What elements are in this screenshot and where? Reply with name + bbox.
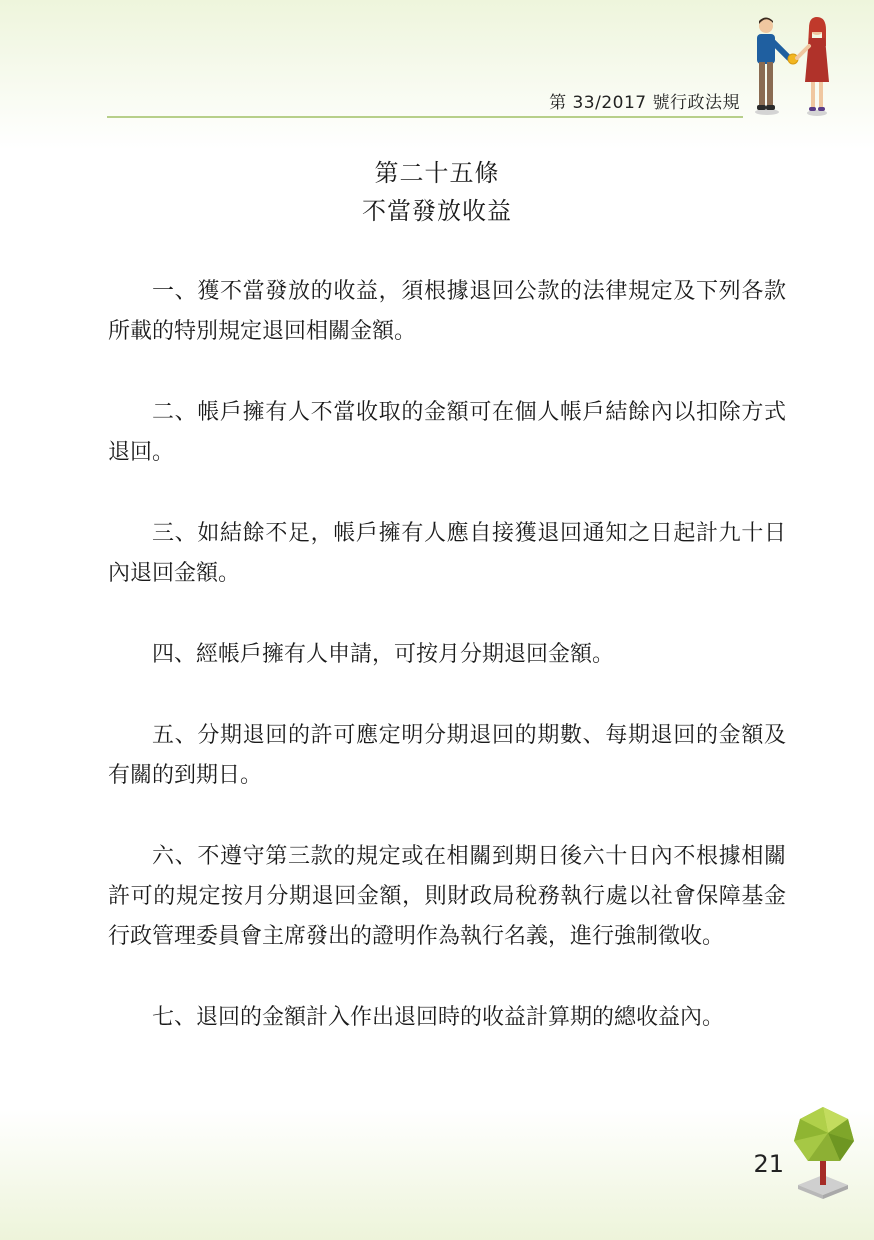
header-title: 第 33/2017 號行政法規 (549, 93, 740, 113)
two-people-coin-icon (745, 12, 845, 122)
paragraph-7: 七、退回的金額計入作出退回時的收益計算期的總收益內。 (152, 1005, 725, 1030)
article-title: 不當發放收益 (362, 197, 512, 225)
tree-icon (788, 1105, 858, 1200)
paragraph-2: 二、帳戶擁有人不當收取的金額可在個人帳戶結餘內以扣除方式退回。 (108, 400, 786, 465)
page-number: 21 (753, 1150, 784, 1178)
paragraph-6: 六、不遵守第三款的規定或在相關到期日後六十日內不根據相關許可的規定按月分期退回金額，則財政局稅務執行處以社會保障基金行政管理委員會主席發出的證明作為執行名義，進行強制徵收。 (108, 844, 786, 949)
header-divider (107, 116, 743, 118)
paragraph-3: 三、如結餘不足，帳戶擁有人應自接獲退回通知之日起計九十日內退回金額。 (108, 521, 786, 586)
paragraph-5: 五、分期退回的許可應定明分期退回的期數、每期退回的金額及有關的到期日。 (108, 723, 786, 788)
article-number: 第二十五條 (374, 159, 500, 187)
paragraph-1: 一、獲不當發放的收益，須根據退回公款的法律規定及下列各款所載的特別規定退回相關金額。 (108, 279, 786, 344)
article-body (108, 272, 786, 1079)
paragraph-4: 四、經帳戶擁有人申請，可按月分期退回金額。 (152, 642, 615, 667)
article-heading (0, 154, 874, 230)
